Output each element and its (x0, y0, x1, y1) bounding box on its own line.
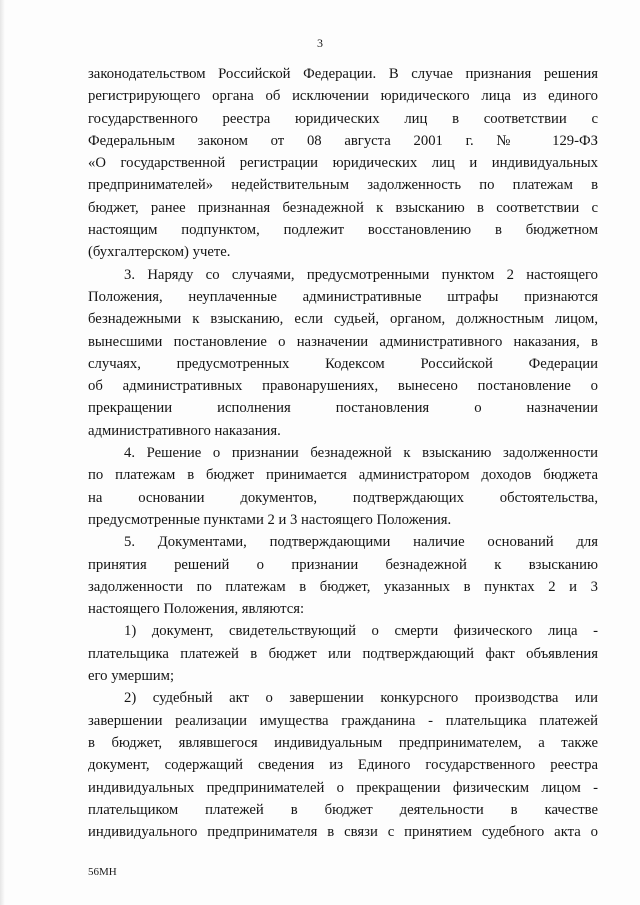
text-line: «О государственной регистрации юридических лиц и индивидуальных (88, 155, 598, 172)
text-line: законодательством Российской Федерации. В случае признания решения (88, 66, 598, 82)
text-line: административного наказания. (88, 422, 281, 439)
text-line: задолженности по платежам в бюджет, указанных в пунктах 2 и 3 (88, 578, 598, 595)
text-line: плательщиком платежей в бюджет деятельности в качестве (88, 801, 598, 818)
text-line: настоящим подпунктом, подлежит восстановлению в бюджетном (88, 222, 598, 239)
page-number: 3 (317, 36, 323, 50)
text-line: плательщика платежей в бюджет или подтверждающий факт объявления (88, 645, 598, 662)
text-line: в бюджет, являвшегося индивидуальным предпринимателем, а также (88, 734, 598, 751)
text-line: 5. Документами, подтверждающими наличие оснований для (124, 534, 598, 551)
text-line: 4. Решение о признании безнадежной к взысканию задолженности (124, 445, 598, 462)
text-line: 1) документ, свидетельствующий о смерти физического лица - (124, 623, 598, 640)
text-line: индивидуальных предпринимателей о прекращении физическим лицом - (88, 779, 598, 796)
text-line: об административных правонарушениях, вынесено постановление о (88, 378, 598, 395)
text-line: настоящего Положения, являются: (88, 601, 305, 618)
text-line: индивидуального предпринимателя в связи с принятием судебного акта о (88, 824, 598, 841)
text-line: регистрирующего органа об исключении юридического лица из единого (88, 88, 598, 105)
page-edge-shadow (0, 0, 5, 905)
text-line: завершении реализации имущества гражданина - плательщика платежей (88, 712, 598, 729)
text-line: на основании документов, подтверждающих обстоятельства, (88, 489, 598, 506)
text-line: вынесшими постановление о назначении административного наказания, в (88, 333, 598, 350)
text-line: предпринимателей» недействительным задолженность по платежам в (88, 177, 598, 194)
text-line: безнадежными к взысканию, если судьей, органом, должностным лицом, (88, 311, 598, 328)
text-line: принятия решений о признании безнадежной к взысканию (88, 556, 598, 573)
text-line: прекращении исполнения постановления о назначении (88, 400, 598, 417)
text-line: документ, содержащий сведения из Единого государственного реестра (88, 757, 598, 774)
text-line: бюджет, ранее признанная безнадежной к взысканию в соответствии с (88, 199, 598, 216)
text-line: Федеральным законом от 08 августа 2001 г. № 129-ФЗ (88, 132, 598, 149)
text-line: случаях, предусмотренных Кодексом Российской Федерации (88, 355, 598, 372)
text-line: предусмотренные пунктами 2 и 3 настоящего Положения. (88, 511, 452, 528)
text-line: по платежам в бюджет принимается администратором доходов бюджета (88, 467, 598, 484)
text-line: его умершим; (88, 668, 175, 685)
footer-code: 56МН (88, 866, 117, 878)
text-line: Положения, неуплаченные административные штрафы признаются (88, 288, 598, 305)
text-line: (бухгалтерском) учете. (88, 244, 231, 261)
body-text (88, 63, 598, 843)
text-line: 2) судебный акт о завершении конкурсного производства или (124, 690, 598, 707)
text-line: государственного реестра юридических лиц в соответствии с (88, 110, 598, 127)
text-line: 3. Наряду со случаями, предусмотренными пунктом 2 настоящего (124, 266, 598, 283)
